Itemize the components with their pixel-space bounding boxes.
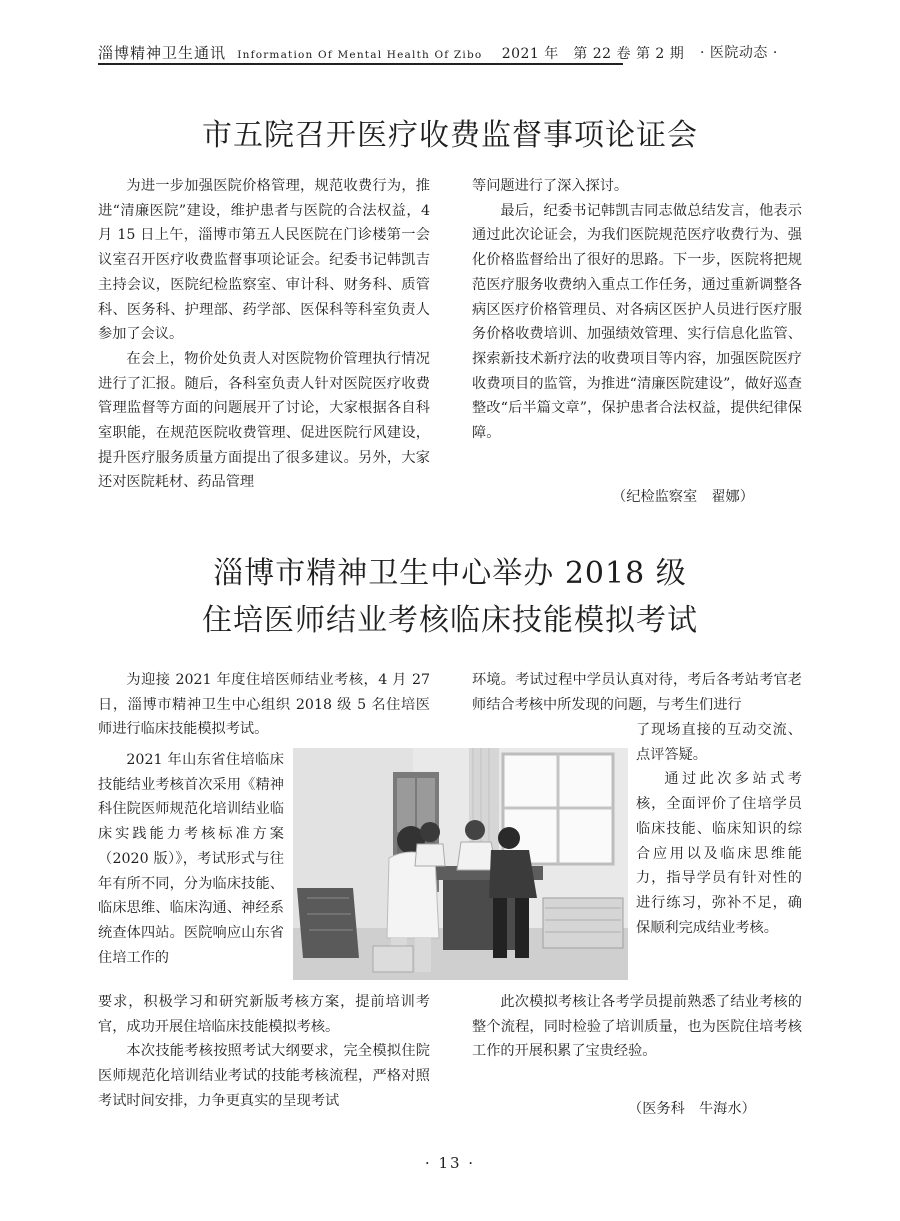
- article2-paragraph: 通过此次多站式考核，全面评价了住培学员临床技能、临床知识的综合应用以及临床思维能力，指导学员有针对性的进行练习，弥补不足，确保顺利完成结业考核。: [636, 771, 802, 936]
- page-number: · 13 ·: [424, 1154, 476, 1172]
- article1-paragraph: 等问题进行了深入探讨。: [472, 178, 629, 194]
- article1-signature: （纪检监察室 翟娜）: [612, 489, 754, 505]
- exam-scene-photo: [293, 748, 628, 980]
- article1-title: 市五院召开医疗收费监督事项论证会: [202, 118, 698, 153]
- article2-left-intro: [98, 668, 430, 742]
- article2-paragraph: 此次模拟考核让各考学员提前熟悉了结业考核的整个流程，同时检验了培训质量，也为医院住培考核工作的开展积累了宝贵经验。: [472, 994, 802, 1060]
- article1-paragraph: 为进一步加强医院价格管理，规范收费行为，推进“清廉医院”建设，维护患者与医院的合法权益，4 月 15 日上午，淄博市第五人民医院在门诊楼第一会议室召开医疗收费监督事项论证会。纪委书记韩凯吉主持会议，医院纪检监察室、审计科、财务科、质管科、医务科、护理部、药学部、医保科等科室负责人参加了会议。: [98, 178, 430, 343]
- article2-paragraph: 为迎接 2021 年度住培医师结业考核，4 月 27 日，淄博市精神卫生中心组织 2018 级 5 名住培医师进行临床技能模拟考试。: [98, 672, 430, 738]
- article2-paragraph: 环境。考试过程中学员认真对待，考后各考站考官老师结合考核中所发现的问题，与考生们进行: [472, 672, 802, 713]
- article2-title-line1: 淄博市精神卫生中心举办 2018 级: [213, 556, 687, 591]
- article1-paragraph: 最后，纪委书记韩凯吉同志做总结发言，他表示通过此次论证会，为我们医院规范医疗收费行为、强化价格监督给出了很好的思路。下一步，医院将把规范医疗服务收费纳入重点工作任务，通过重新调整各病区医疗价格管理员、对各病区医护人员进行医疗服务价格收费培训、加强绩效管理、实行信息化监管、探索新技术新疗法的收费项目等内容，加强医院医疗收费项目的监管，为推进“清廉医院建设”，做好巡查整改“后半篇文章”，保护患者合法权益，提供纪律保障。: [472, 202, 802, 442]
- article1-right-column: [472, 174, 802, 446]
- journal-name: 淄博精神卫生通讯: [98, 44, 227, 62]
- article2-left-lower: [98, 990, 430, 1114]
- article2-left-wrapped: [98, 748, 284, 970]
- article2-signature: （医务科 牛海水）: [628, 1101, 756, 1117]
- article2-right-wrapped: [636, 718, 802, 940]
- issue-info: 2021 年 第 22 卷 第 2 期: [501, 46, 685, 62]
- article2-right-lower: [472, 990, 802, 1064]
- article1-left-column: [98, 174, 430, 495]
- journal-name-en: Information Of Mental Health Of Zibo: [237, 49, 483, 61]
- article2-paragraph: 本次技能考核按照考试大纲要求，完全模拟住院医师规范化培训结业考试的技能考核流程，严格对照考试时间安排，力争更真实的呈现考试: [98, 1043, 430, 1109]
- article2-paragraph: 了现场直接的互动交流、点评答疑。: [636, 722, 802, 763]
- running-header: [98, 42, 684, 63]
- section-label: · 医院动态 ·: [700, 45, 778, 61]
- article2-right-intro: [472, 668, 802, 717]
- article2-paragraph: 2021 年山东省住培临床技能结业考核首次采用《精神科住院医师规范化培训结业临床实践能力考核标准方案（2020 版）》，考试形式与往年有所不同，分为临床技能、临床思维、临床沟通、神经系统查体四站。医院响应山东省住培工作的: [98, 752, 284, 966]
- article2-title-line2: 住培医师结业考核临床技能模拟考试: [202, 603, 698, 638]
- header-rule: [98, 63, 623, 65]
- article1-paragraph: 在会上，物价处负责人对医院物价管理执行情况进行了汇报。随后，各科室负责人针对医院医疗收费管理监督等方面的问题展开了讨论，大家根据各自科室职能，在规范医院收费管理、促进医院行风建设，提升医疗服务质量方面提出了很多建议。另外，大家还对医院耗材、药品管理: [98, 350, 430, 491]
- article2-paragraph: 要求，积极学习和研究新版考核方案，提前培训考官，成功开展住培临床技能模拟考核。: [98, 994, 430, 1035]
